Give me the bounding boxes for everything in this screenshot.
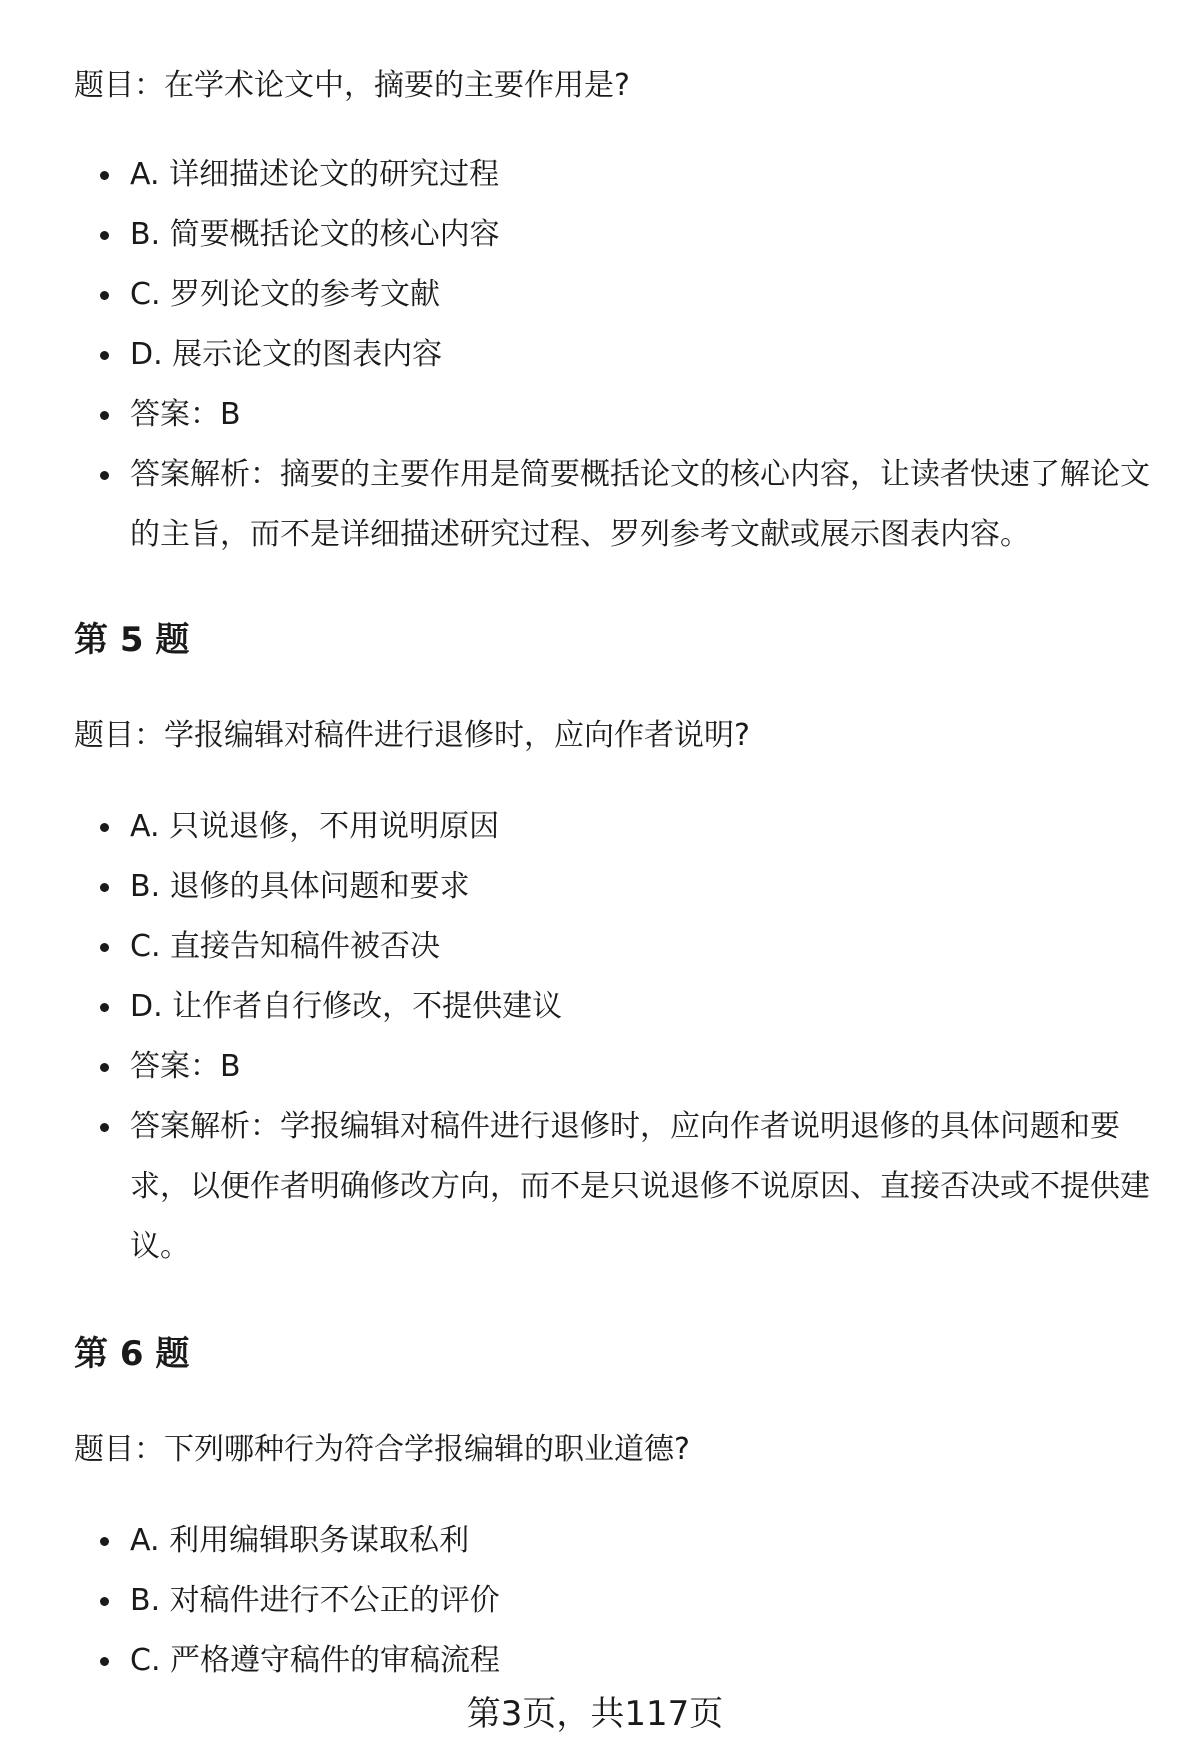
bullet-icon	[100, 943, 109, 952]
answer: 答案：B	[74, 1037, 1164, 1097]
bullet-icon	[100, 471, 109, 480]
answer-analysis: 答案解析：学报编辑对稿件进行退修时，应向作者说明退修的具体问题和要求，以便作者明确修改方向，而不是只说退修不说原因、直接否决或不提供建议。	[74, 1097, 1164, 1277]
option-a: A. 只说退修，不用说明原因	[74, 797, 1164, 857]
answer-analysis: 答案解析：摘要的主要作用是简要概括论文的核心内容，让读者快速了解论文的主旨，而不是详细描述研究过程、罗列参考文献或展示图表内容。	[74, 445, 1164, 565]
bullet-icon	[100, 1537, 109, 1546]
bullet-icon	[100, 411, 109, 420]
question-stem: 题目：学报编辑对稿件进行退修时，应向作者说明?	[74, 718, 750, 753]
bullet-icon	[100, 1063, 109, 1072]
bullet-icon	[100, 351, 109, 360]
bullet-icon	[100, 823, 109, 832]
bullet-icon	[100, 291, 109, 300]
option-c: C. 严格遵守稿件的审稿流程	[74, 1631, 1164, 1691]
option-d: D. 展示论文的图表内容	[74, 325, 1164, 385]
question-5	[74, 712, 1164, 760]
question-4-options	[74, 145, 1164, 565]
page-number-footer: 第3页，共117页	[466, 1694, 724, 1734]
question-4	[74, 62, 1164, 110]
question-6	[74, 1426, 1164, 1474]
option-c: C. 直接告知稿件被否决	[74, 917, 1164, 977]
question-stem: 题目：在学术论文中，摘要的主要作用是?	[74, 68, 630, 103]
bullet-icon	[100, 1597, 109, 1606]
option-b: B. 对稿件进行不公正的评价	[74, 1571, 1164, 1631]
option-a: A. 详细描述论文的研究过程	[74, 145, 1164, 205]
bullet-icon	[100, 1657, 109, 1666]
bullet-icon	[100, 883, 109, 892]
option-a: A. 利用编辑职务谋取私利	[74, 1511, 1164, 1571]
question-6-heading: 第 6 题	[74, 1334, 190, 1374]
bullet-icon	[100, 231, 109, 240]
option-b: B. 退修的具体问题和要求	[74, 857, 1164, 917]
option-c: C. 罗列论文的参考文献	[74, 265, 1164, 325]
bullet-icon	[100, 1123, 109, 1132]
answer: 答案：B	[74, 385, 1164, 445]
question-5-options	[74, 797, 1164, 1277]
question-5-heading: 第 5 题	[74, 620, 190, 660]
option-b: B. 简要概括论文的核心内容	[74, 205, 1164, 265]
bullet-icon	[100, 1003, 109, 1012]
question-stem: 题目：下列哪种行为符合学报编辑的职业道德?	[74, 1432, 690, 1467]
bullet-icon	[100, 171, 109, 180]
option-d: D. 让作者自行修改，不提供建议	[74, 977, 1164, 1037]
question-6-options	[74, 1511, 1164, 1691]
